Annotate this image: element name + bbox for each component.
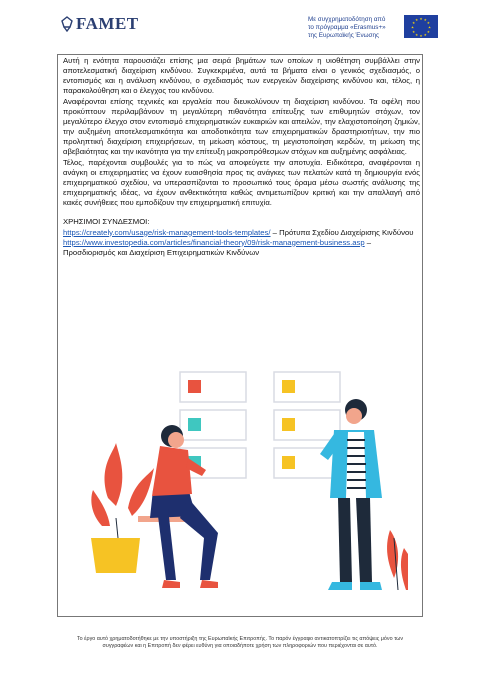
- svg-text:★: ★: [423, 32, 427, 37]
- logo-text: FAMET: [76, 14, 139, 33]
- plant-pot: [91, 443, 154, 573]
- eu-funding-note: [308, 16, 386, 40]
- eu-note-line: Με συγχρηματοδότηση από: [308, 16, 386, 23]
- paragraph-advice: Τέλος, παρέχονται συμβουλές για το πώς να αποφεύγετε την αποτυχία. Ειδικότερα, αναφέρονται η ανάγκη οι επιχειρηματίες να έχουν ευαισθησία προς τις ανάγκες των πελατών κατά τη δημιουργία ενός επιχειρηματικού σχεδίου, να υπερασπίζονται το προσωπικό τους όραμα μέσω σωστής ανάλυσης της επιχειρηματικής ιδέας, να έχουν ανθεκτικότητα καθώς αντιμετωπίζουν κριτική και την απαλλαγή από κακές συνήθειες που εμποδίζουν την επιχειρηματική επιτυχία.: [63, 157, 420, 208]
- link-item-2: [63, 238, 420, 258]
- svg-text:★: ★: [426, 29, 430, 34]
- famet-logo-mark-icon: [60, 16, 74, 32]
- svg-text:★: ★: [419, 34, 423, 38]
- links-heading: ΧΡΗΣΙΜΟΙ ΣΥΝΔΕΣΜΟΙ:: [63, 217, 150, 227]
- svg-text:★: ★: [412, 29, 416, 34]
- paragraph-steps: Αυτή η ενότητα παρουσιάζει επίσης μια σειρά βημάτων των οποίων η υιοθέτηση συμβάλλει στην αποτελεσματική διαχείριση κινδύνου. Συγκεκριμένα, αυτά τα βήματα είναι ο γενικός σχεδιασμός, ο εντοπισμός και η ανάλυση κινδύνου, ο σχεδιασμός των ενεργειών διαχείρισης κινδύνου και, τέλος, η παρακολούθηση και ο έλεγχος του κινδύνου.: [63, 56, 420, 96]
- svg-text:★: ★: [423, 18, 427, 23]
- footer-disclaimer: [40, 636, 440, 651]
- investopedia-link[interactable]: https://www.investopedia.com/articles/financial-theory/09/risk-management-business.asp: [63, 237, 365, 247]
- main-content: [63, 56, 420, 258]
- creately-link[interactable]: https://creately.com/usage/risk-management-tools-templates/: [63, 227, 271, 237]
- famet-logo: [60, 14, 139, 34]
- eu-flag-icon: [404, 15, 438, 38]
- paragraph-benefits: Αναφέρονται επίσης τεχνικές και εργαλεία που διευκολύνουν τη διαχείριση κινδύνου. Τα οφέλη που προκύπτουν περιλαμβάνουν τη μεγαλύτερη πιθανότητα επίτευξης των επιθυμητών στόχων, τον μεγαλύτερο έλεγχο στον εντοπισμό επιχειρηματικών ευκαιριών και απειλών, την ελαχιστοποίηση ζημιών, την αυξημένη αποτελεσματικότητα και αποδοτικότητα των επιχειρηματικών δραστηριοτήτων, την πιο προληπτική διαχείριση επιχειρήσεων, τη μείωση κόστους, τη μεγιστοποίηση κερδών, τη μείωση της αβεβαιότητας και την ικανότητα για την επίτευξη μακροπρόθεσμων στόχων και αυξημένης ασφάλειας.: [63, 96, 420, 157]
- risk-management-illustration: [88, 358, 408, 598]
- link1-description: – Πρότυπα Σχεδίου Διαχείρισης Κινδύνου: [270, 227, 414, 237]
- eu-note-line: της Ευρωπαϊκής Ένωσης: [308, 32, 379, 39]
- svg-text:★: ★: [415, 18, 419, 23]
- footer-line: Το έργο αυτό χρηματοδοτήθηκε με την υποστήριξη της Ευρωπαϊκής Επιτροπής. Το παρόν έγγραφο αντικατοπτρίζει τις απόψεις μόνο των: [76, 636, 404, 642]
- checklist-cards: [180, 372, 340, 478]
- svg-text:★: ★: [415, 32, 419, 37]
- svg-text:★: ★: [410, 25, 415, 30]
- link2-description: – Προσδιορισμός και Διαχείριση Επιχειρηματικών Κινδύνων: [63, 237, 372, 257]
- link-item-1: [63, 228, 420, 238]
- eu-note-line: το πρόγραμμα «Erasmus+»: [308, 24, 386, 31]
- footer-line: συγγραφέων και η Επιτροπή δεν φέρει ευθύνη για οποιαδήποτε χρήση των πληροφοριών που περιέχονται σε αυτό.: [102, 643, 378, 650]
- svg-text:★: ★: [426, 21, 430, 26]
- svg-text:★: ★: [427, 25, 432, 30]
- svg-text:★: ★: [419, 17, 423, 21]
- decorative-leaves: [387, 530, 408, 590]
- svg-text:★: ★: [412, 21, 416, 26]
